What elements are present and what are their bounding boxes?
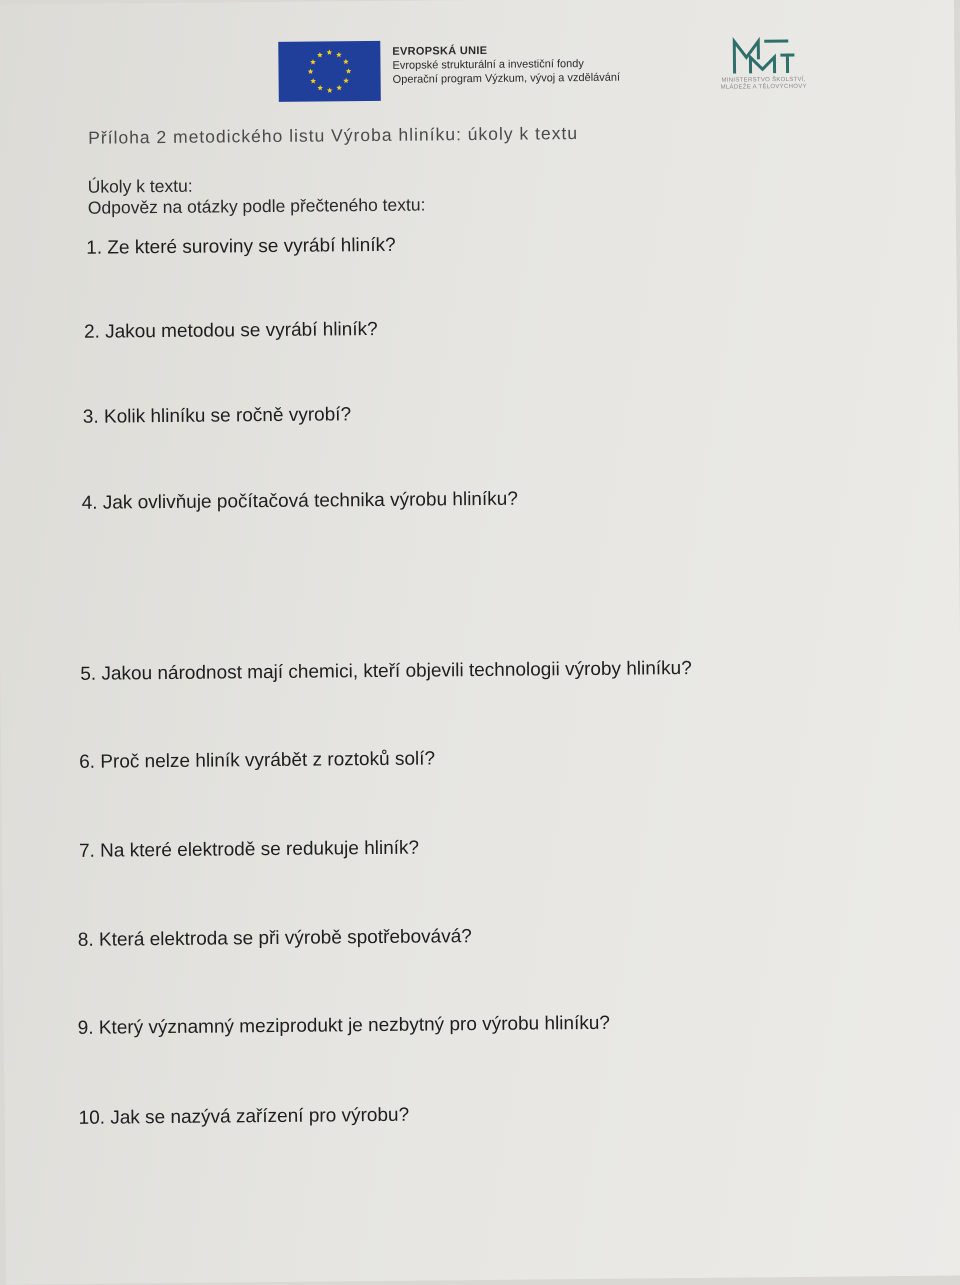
- question-6: 6. Proč nelze hliník vyrábět z roztoků solí?: [79, 748, 436, 773]
- eu-star-icon: [326, 49, 332, 54]
- question-2: 2. Jakou metodou se vyrábí hliník?: [83, 318, 378, 343]
- question-4: 4. Jak ovlivňuje počítačová technika výrobu hliníku?: [81, 488, 518, 514]
- eu-star-icon: [336, 52, 342, 57]
- attachment-title: Příloha 2 metodického listu Výroba hliníku: úkoly k textu: [88, 123, 579, 148]
- question-7: 7. Na které elektrodě se redukuje hliník?: [78, 837, 420, 862]
- msmt-caption-line1: MINISTERSTVO ŠKOLSTVÍ,: [721, 76, 806, 84]
- question-10: 10. Jak se nazývá zařízení pro výrobu?: [78, 1104, 410, 1129]
- eu-title: EVROPSKÁ UNIE: [392, 44, 488, 58]
- eu-star-icon: [343, 78, 349, 83]
- question-8: 8. Která elektroda se při výrobě spotřebovává?: [77, 926, 472, 951]
- msmt-mark-icon: [728, 35, 798, 78]
- eu-star-icon: [343, 59, 349, 64]
- question-9: 9. Který významný meziprodukt je nezbytný pro výrobu hliníku?: [77, 1012, 611, 1039]
- question-3: 3. Kolik hliníku se ročně vyrobí?: [82, 404, 352, 428]
- eu-star-icon: [310, 59, 316, 64]
- msmt-logo-icon: [698, 35, 829, 92]
- eu-star-icon: [308, 69, 314, 74]
- eu-program-line: Operační program Výzkum, vývoj a vzdělávání: [392, 71, 621, 86]
- eu-funds-line: Evropské strukturální a investiční fondy: [392, 57, 584, 72]
- eu-star-icon: [346, 68, 352, 73]
- eu-star-icon: [317, 85, 323, 90]
- question-5: 5. Jakou národnost mají chemici, kteří objevili technologii výroby hliníku?: [80, 657, 692, 685]
- tasks-label: Úkoly k textu:: [87, 175, 193, 197]
- question-1: 1. Ze které suroviny se vyrábí hliník?: [86, 234, 396, 259]
- tasks-heading: [88, 174, 426, 219]
- tasks-instruction: Odpověz na otázky podle přečteného textu:: [87, 194, 426, 218]
- eu-flag-icon: [278, 41, 381, 102]
- eu-star-icon: [336, 85, 342, 90]
- eu-star-icon: [310, 78, 316, 83]
- eu-funding-text: [392, 43, 620, 87]
- msmt-caption: [699, 77, 829, 92]
- eu-star-icon: [327, 87, 333, 92]
- eu-star-icon: [317, 52, 323, 57]
- msmt-caption-line2: MLÁDEŽE A TĚLOVÝCHOVY: [720, 83, 807, 91]
